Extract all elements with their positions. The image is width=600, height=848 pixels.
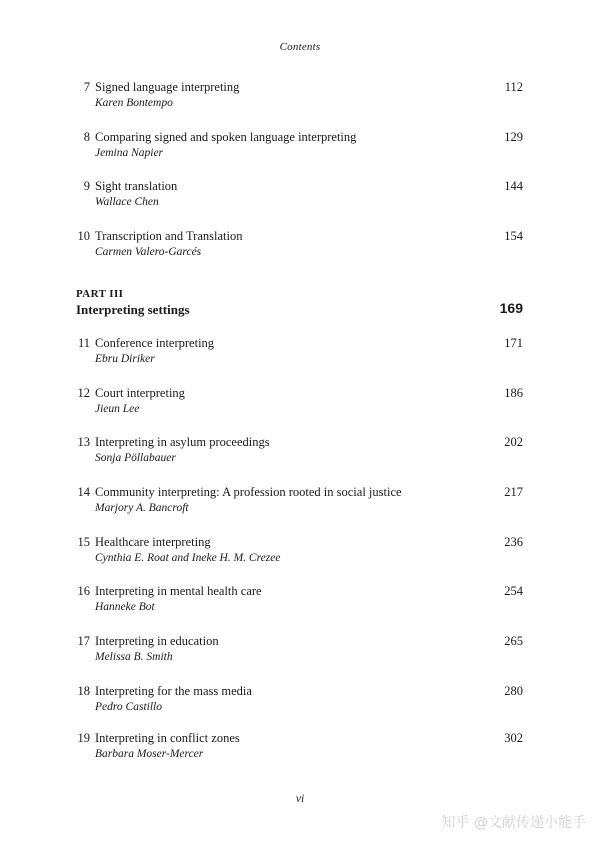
chapter-title: Conference interpreting xyxy=(95,336,215,350)
chapter-number: 11 xyxy=(77,336,90,350)
chapter-number: 9 xyxy=(83,179,90,193)
page-number: 129 xyxy=(504,130,523,144)
page-number: 112 xyxy=(504,80,523,94)
chapter-author: Ebru Diriker xyxy=(95,353,155,365)
chapter-title: Interpreting in asylum proceedings xyxy=(95,435,270,449)
chapter-author: Cynthia E. Roat and Ineke H. M. Crezee xyxy=(95,552,281,564)
chapter-title: Sight translation xyxy=(95,179,178,193)
page-number: 202 xyxy=(504,435,523,449)
folio-page-number: vi xyxy=(295,793,305,805)
chapter-author: Jieun Lee xyxy=(95,403,140,415)
page-number: 171 xyxy=(504,336,523,350)
chapter-title: Interpreting in education xyxy=(95,634,219,648)
part-title[interactable]: Interpreting settings xyxy=(76,302,190,317)
chapter-title: Healthcare interpreting xyxy=(95,535,211,549)
chapter-author: Karen Bontempo xyxy=(95,97,173,109)
chapter-title: Signed language interpreting xyxy=(95,80,240,94)
page-number: 302 xyxy=(504,731,523,745)
chapter-title: Comparing signed and spoken language interpreting xyxy=(95,130,357,144)
chapter-title: Interpreting for the mass media xyxy=(95,684,252,698)
chapter-number: 18 xyxy=(77,684,90,698)
chapter-number: 8 xyxy=(83,130,90,144)
page-number: 144 xyxy=(504,179,523,193)
chapter-author: Hanneke Bot xyxy=(95,601,155,613)
chapter-number: 12 xyxy=(77,386,90,400)
chapter-title: Interpreting in mental health care xyxy=(95,584,262,598)
chapter-title: Community interpreting: A profession rooted in social justice xyxy=(95,485,402,499)
chapter-number: 13 xyxy=(77,435,90,449)
chapter-author: Sonja Pöllabauer xyxy=(95,452,176,464)
watermark: 知乎 @文献传递小能手 xyxy=(441,815,586,831)
chapter-number: 10 xyxy=(77,229,90,243)
chapter-author: Marjory A. Bancroft xyxy=(95,502,189,514)
chapter-title: Court interpreting xyxy=(95,386,185,400)
chapter-number: 19 xyxy=(77,731,90,745)
chapter-author: Pedro Castillo xyxy=(95,701,162,713)
page-number: 217 xyxy=(504,485,523,499)
page-number: 265 xyxy=(504,634,523,648)
chapter-number: 16 xyxy=(77,584,90,598)
chapter-title: Transcription and Translation xyxy=(95,229,243,243)
chapter-author: Wallace Chen xyxy=(95,196,159,208)
chapter-number: 7 xyxy=(83,80,90,94)
page-number: 154 xyxy=(504,229,523,243)
running-head: Contents xyxy=(279,41,321,53)
chapter-number: 17 xyxy=(77,634,90,648)
chapter-author: Barbara Moser-Mercer xyxy=(95,748,204,760)
chapter-number: 14 xyxy=(77,485,90,499)
page-number: 280 xyxy=(504,684,523,698)
chapter-author: Melissa B. Smith xyxy=(95,651,173,663)
page-number: 254 xyxy=(504,584,523,598)
page-number: 186 xyxy=(504,386,523,400)
chapter-author: Carmen Valero-Garcés xyxy=(95,246,202,258)
part-page-number: 169 xyxy=(499,300,523,316)
page-number: 236 xyxy=(504,535,523,549)
chapter-title: Interpreting in conflict zones xyxy=(95,731,240,745)
part-label: PART III xyxy=(76,288,124,300)
chapter-number: 15 xyxy=(77,535,90,549)
chapter-author: Jemina Napier xyxy=(95,147,164,159)
